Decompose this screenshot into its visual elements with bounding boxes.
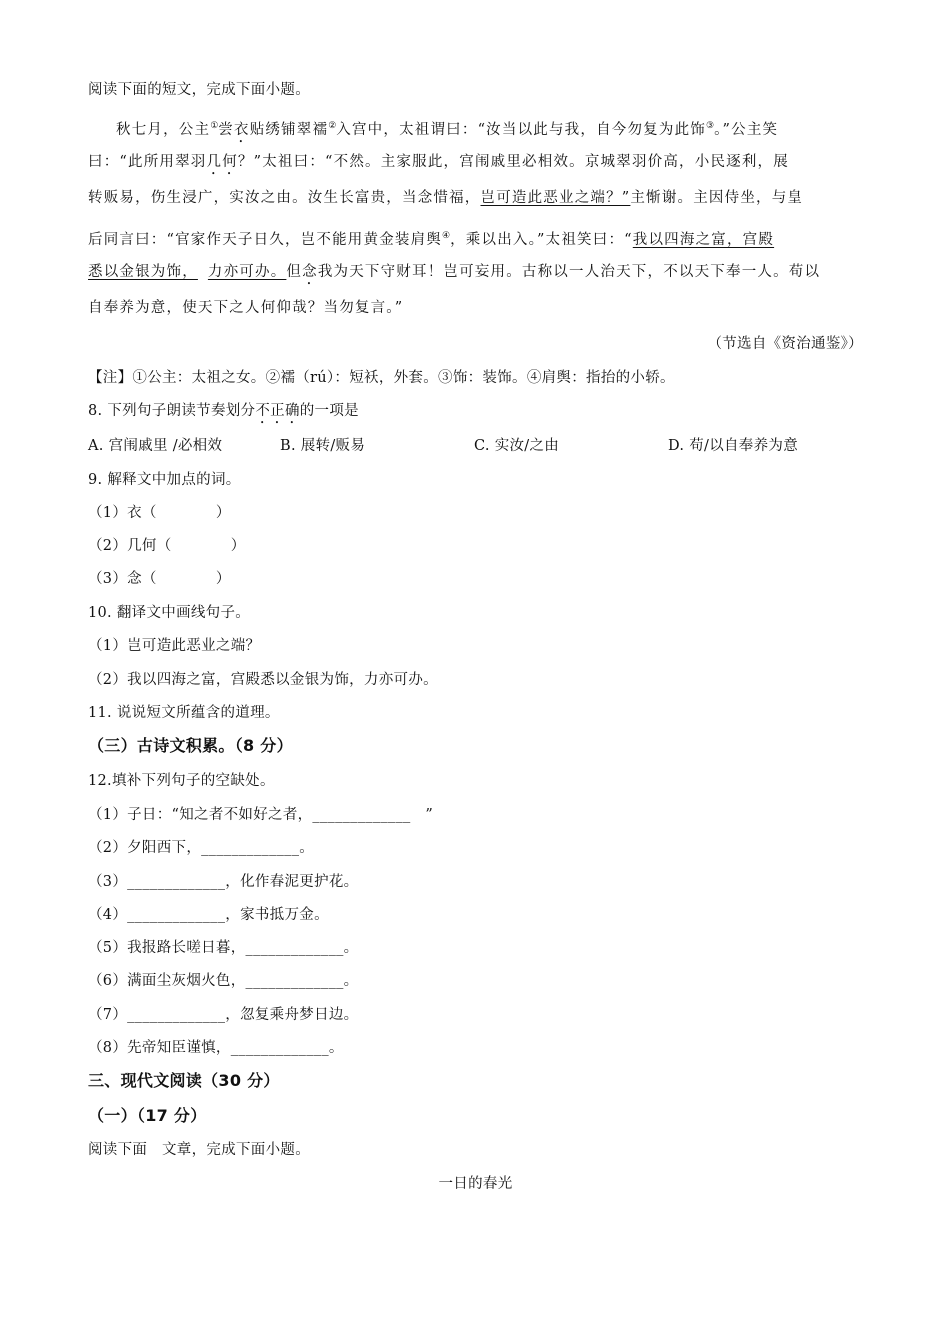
question-12-item-4: （4）_____________，家书抵万金。 bbox=[88, 907, 329, 923]
question-12-item-1: （1）子日：“知之者不如好之者，_____________ ” bbox=[88, 807, 434, 823]
text: 8. 下列句子朗读节奏划分 bbox=[88, 403, 256, 419]
question-10-stem: 10. 翻译文中画线句子。 bbox=[88, 605, 251, 621]
source-citation: （节选自《资治通鉴》） bbox=[707, 336, 863, 352]
question-10-item-2: （2）我以四海之富，宫殿悉以金银为饰，力亦可办。 bbox=[88, 672, 438, 688]
option-a: A. 宫闱戚里 /必相效 bbox=[88, 438, 223, 454]
text: 入宫中，太祖谓曰：“汝当以此与我，自今勿复为此饰 bbox=[336, 122, 706, 138]
passage-line-1 bbox=[116, 116, 863, 146]
question-9-item-1: （1）衣（ ） bbox=[88, 505, 231, 521]
text: 主惭谢。主因侍坐，与皇 bbox=[630, 190, 804, 206]
part-heading-modern-reading: 三、现代文阅读（30 分） bbox=[88, 1071, 280, 1090]
text: 。”公主笑 bbox=[714, 122, 779, 138]
passage-line-2 bbox=[88, 152, 863, 178]
option-b: B. 展转/贩易 bbox=[280, 438, 366, 454]
reading-intro: 阅读下面 文章，完成下面小题。 bbox=[88, 1142, 310, 1158]
dotted-word-jihe: 几何 bbox=[206, 154, 238, 170]
intro-line: 阅读下面的短文，完成下面小题。 bbox=[88, 82, 310, 98]
text: ，乘以出入。”太祖笑曰：“ bbox=[450, 232, 633, 248]
option-d: D. 苟/以自奉养为意 bbox=[668, 438, 799, 454]
question-12-item-5: （5）我报路长嗟日暮，_____________。 bbox=[88, 940, 359, 956]
text: ？”太祖曰：“不然。主家服此，宫闱戚里必相效。京城翠羽价高，小民逐利，展 bbox=[237, 154, 789, 170]
question-12-item-7: （7）_____________，忽复乘舟梦日边。 bbox=[88, 1007, 359, 1023]
question-12-item-8: （8）先帝知臣谨慎，_____________。 bbox=[88, 1040, 344, 1056]
text: 贴绣铺翠襦 bbox=[249, 122, 329, 138]
footnote-mark-3: ③ bbox=[705, 121, 715, 131]
underlined-sentence-2-mid: 悉以金银为饰， bbox=[88, 264, 198, 280]
passage-line-5 bbox=[88, 262, 863, 288]
question-12-item-2: （2）夕阳西下，_____________。 bbox=[88, 840, 315, 856]
question-8-options bbox=[88, 436, 863, 456]
question-8 bbox=[88, 401, 863, 427]
footnote-mark-1: ① bbox=[210, 121, 219, 131]
section-heading-classical: （三）古诗文积累。（8 分） bbox=[88, 736, 293, 755]
dotted-word-nian: 念 bbox=[302, 264, 318, 280]
question-12-item-6: （6）满面尘灰烟火色，_____________。 bbox=[88, 973, 359, 989]
passage-line-4 bbox=[88, 226, 863, 250]
underlined-sentence-2-end: 力亦可办。 bbox=[207, 264, 287, 280]
option-c: C. 实汝/之由 bbox=[474, 438, 560, 454]
dotted-word-buzhengque: 不正确 bbox=[255, 403, 300, 419]
annotation-note: 【注】①公主：太祖之女。②襦（rú）：短袄，外套。③饰：装饰。④肩舆：指抬的小轿。 bbox=[88, 370, 675, 386]
footnote-mark-4: ④ bbox=[442, 231, 451, 241]
essay-title: 一日的春光 bbox=[438, 1176, 513, 1192]
sub-heading: （一）（17 分） bbox=[88, 1106, 207, 1125]
text: 秋七月，公主 bbox=[116, 122, 211, 138]
passage-line-6: 自奉养为意，使天下之人何仰哉？当勿复言。” bbox=[88, 300, 404, 316]
text: 曰：“此所用翠羽 bbox=[88, 154, 207, 170]
text: 我为天下守财耳！岂可妄用。古称以一人治天下，不以天下奉一人。苟以 bbox=[317, 264, 821, 280]
text: 尝 bbox=[218, 122, 234, 138]
dotted-word-yi: 衣 bbox=[233, 122, 250, 138]
passage-line-3 bbox=[88, 188, 863, 208]
text: 后同言曰：“官家作天子日久，岂不能用黄金装肩舆 bbox=[88, 232, 443, 248]
footnote-mark-2: ② bbox=[328, 121, 337, 131]
underlined-sentence-2-start: 我以四海之富，宫殿 bbox=[632, 232, 775, 248]
question-12-item-3: （3）_____________，化作春泥更护花。 bbox=[88, 874, 359, 890]
question-11: 11. 说说短文所蕴含的道理。 bbox=[88, 705, 280, 721]
question-9-stem: 9. 解释文中加点的词。 bbox=[88, 472, 241, 488]
question-9-item-3: （3）念（ ） bbox=[88, 571, 231, 587]
text: 转贩易，伤生浸广，实汝之由。汝生长富贵，当念惜福， bbox=[88, 190, 481, 206]
question-9-item-2: （2）几何（ ） bbox=[88, 538, 246, 554]
text: 的一项是 bbox=[299, 403, 359, 419]
question-10-item-1: （1）岂可造此恶业之端？ bbox=[88, 638, 261, 654]
underlined-sentence-1: 岂可造此恶业之端？” bbox=[480, 190, 631, 206]
text: 但 bbox=[286, 264, 303, 280]
question-12-stem: 12.填补下列句子的空缺处。 bbox=[88, 773, 275, 789]
